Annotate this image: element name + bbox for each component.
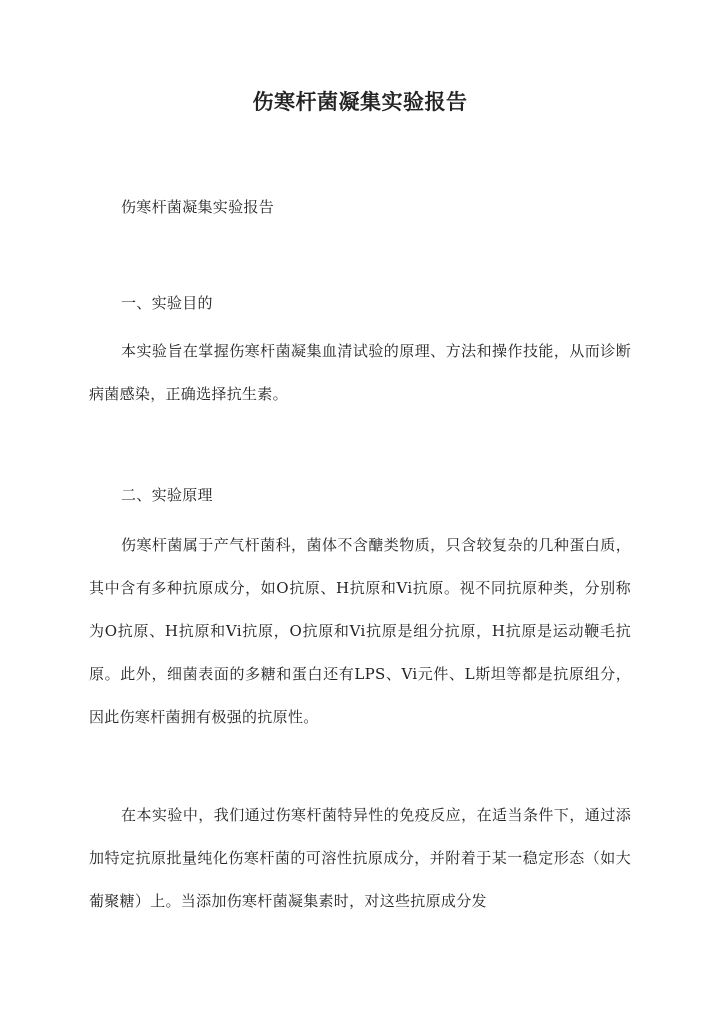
section-heading-purpose: 一、实验目的	[121, 294, 213, 312]
section-body-purpose: 本实验旨在掌握伤寒杆菌凝集血清试验的原理、方法和操作技能，从而诊断病菌感染，正确选择抗生素。	[89, 342, 631, 403]
section-body-principle: 伤寒杆菌属于产气杆菌科，菌体不含醣类物质，只含较复杂的几种蛋白质，其中含有多种抗原成分，如O抗原、H抗原和Vi抗原。视不同抗原种类，分别称为O抗原、H抗原和Vi抗原，O抗原和Vi抗原是组分抗原，H抗原是运动鞭毛抗原。此外，细菌表面的多糖和蛋白还有LPS、Vi元件、L斯坦等都是抗原组分，因此伤寒杆菌拥有极强的抗原性。	[89, 536, 631, 726]
section-body-experiment: 在本实验中，我们通过伤寒杆菌特异性的免疫反应，在适当条件下，通过添加特定抗原批量纯化伤寒杆菌的可溶性抗原成分，并附着于某一稳定形态（如大葡聚糖）上。当添加伤寒杆菌凝集素时，对这些抗原成分发	[89, 806, 631, 910]
document-title: 伤寒杆菌凝集实验报告	[252, 89, 468, 114]
document-subtitle: 伤寒杆菌凝集实验报告	[121, 198, 275, 216]
section-heading-principle: 二、实验原理	[121, 486, 213, 504]
